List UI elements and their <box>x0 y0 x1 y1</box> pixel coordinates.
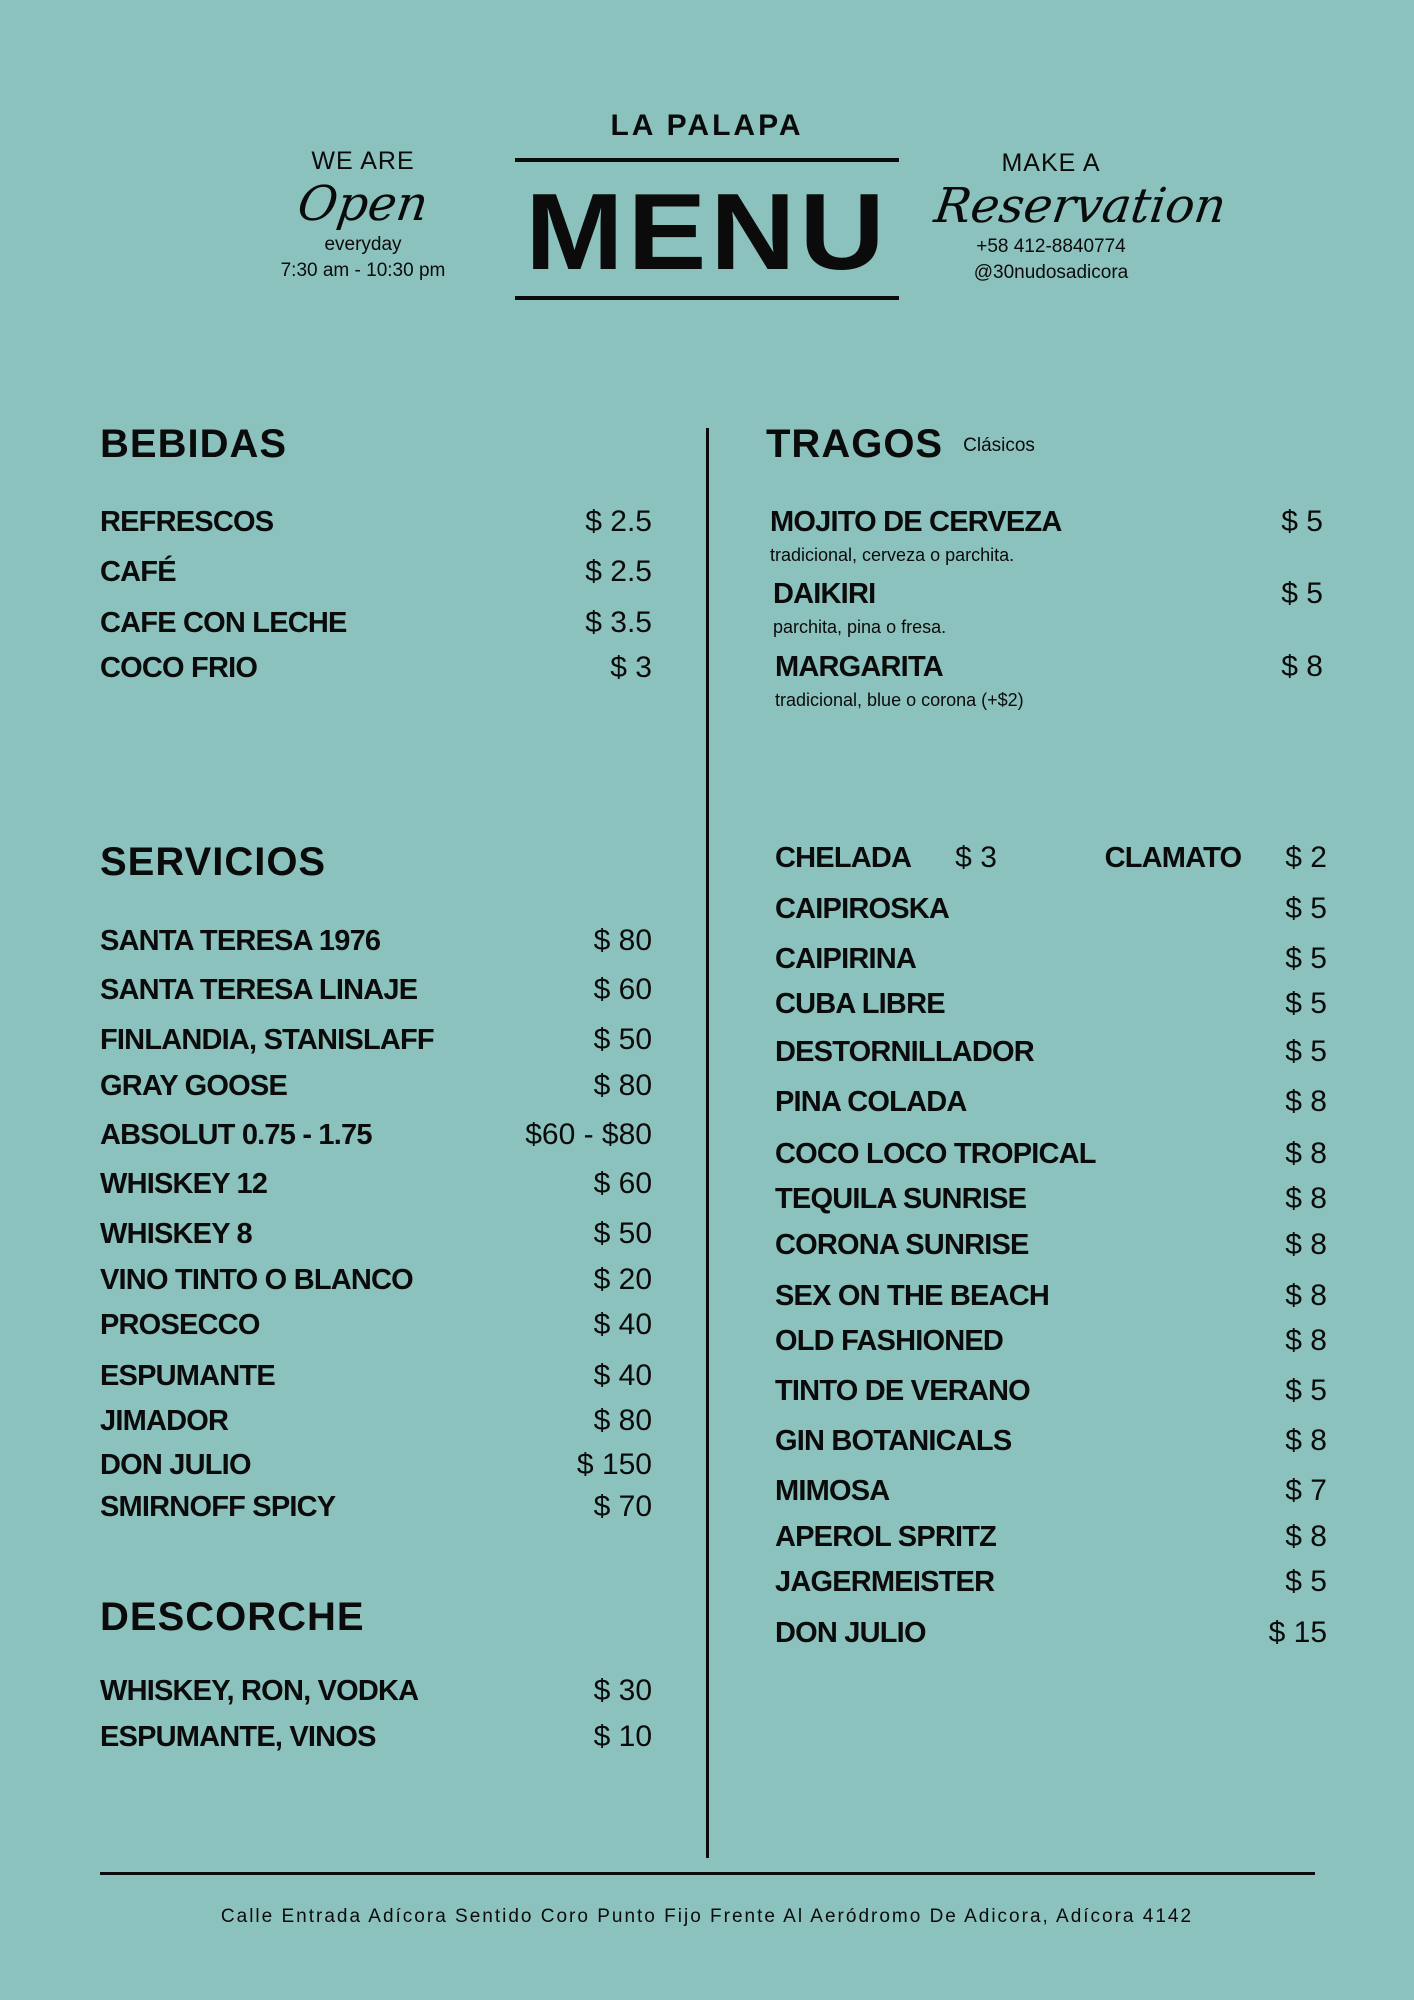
item-name: SEX ON THE BEACH <box>775 1280 1050 1312</box>
menu-title: MENU <box>525 171 889 293</box>
pair-row <box>775 841 1327 875</box>
menu-item <box>100 1167 652 1201</box>
item-price: $ 5 <box>1281 505 1323 538</box>
item-price: $ 40 <box>593 1308 652 1341</box>
social-handle[interactable]: @30nudosadicora <box>973 262 1129 283</box>
menu-item <box>100 924 652 958</box>
menu-item <box>775 1474 1327 1508</box>
item-price: $ 60 <box>593 973 652 1006</box>
menu-item <box>100 1720 652 1754</box>
menu-item <box>775 1085 1327 1119</box>
item-price: $ 2.5 <box>585 555 652 588</box>
item-name: OLD FASHIONED <box>775 1325 1004 1357</box>
item-name: DON JULIO <box>775 1617 926 1649</box>
menu-item <box>100 1263 652 1297</box>
menu-item <box>775 987 1327 1021</box>
menu-item <box>100 1448 652 1482</box>
restaurant-name: LA PALAPA <box>610 109 804 142</box>
menu-item <box>100 1118 652 1152</box>
item-price: $ 30 <box>593 1674 652 1707</box>
item-price: $ 50 <box>593 1217 652 1250</box>
item-name: PINA COLADA <box>775 1086 967 1118</box>
item-price: $ 3.5 <box>585 606 652 639</box>
item-price: $ 50 <box>593 1023 652 1056</box>
item-name: CAIPIRINA <box>775 943 917 975</box>
menu-item <box>775 892 1327 926</box>
menu-item <box>775 1616 1327 1650</box>
hours-block <box>263 146 463 284</box>
menu-item <box>100 1674 652 1708</box>
item-name: WHISKEY 12 <box>100 1168 268 1200</box>
column-divider <box>706 428 709 1858</box>
item-price: $ 80 <box>593 1404 652 1437</box>
item-price: $ 15 <box>1268 1616 1327 1649</box>
bebidas-title: BEBIDAS <box>100 422 288 466</box>
item-name: ABSOLUT 0.75 - 1.75 <box>100 1119 372 1151</box>
tragos-title-text: TRAGOS <box>766 422 944 466</box>
item-name: GRAY GOOSE <box>100 1070 288 1102</box>
item-name: CLAMATO <box>1104 842 1242 874</box>
item-name: CUBA LIBRE <box>775 988 945 1020</box>
item-name: REFRESCOS <box>100 506 274 538</box>
item-name: MIMOSA <box>775 1475 890 1507</box>
servicios-title: SERVICIOS <box>100 840 327 884</box>
item-name: JIMADOR <box>100 1405 229 1437</box>
menu-item <box>100 606 652 640</box>
menu-item <box>100 505 652 539</box>
item-price: $ 8 <box>1281 650 1323 683</box>
item-name: SANTA TERESA LINAJE <box>100 974 418 1006</box>
item-name: CAFE CON LECHE <box>100 607 347 639</box>
item-name: COCO FRIO <box>100 652 258 684</box>
item-price: $ 8 <box>1285 1228 1327 1261</box>
menu-item <box>100 1359 652 1393</box>
menu-item <box>100 1490 652 1524</box>
tragos-subtitle: Clásicos <box>963 435 1035 457</box>
item-name: FINLANDIA, STANISLAFF <box>100 1024 434 1056</box>
item-price: $ 5 <box>1285 892 1327 925</box>
menu-title-block <box>515 108 899 300</box>
item-name: ESPUMANTE, VINOS <box>100 1721 376 1753</box>
item-price: $ 2.5 <box>585 505 652 538</box>
phone-number[interactable]: +58 412-8840774 <box>976 236 1126 257</box>
item-name: CAFÉ <box>100 556 176 588</box>
menu-item <box>100 555 652 589</box>
item-price: $ 5 <box>1285 1565 1327 1598</box>
title-rule-bottom <box>515 296 899 300</box>
reservation-script: Reservation <box>931 178 1230 234</box>
item-description: tradicional, blue o corona (+$2) <box>775 690 1024 710</box>
item-price: $ 8 <box>1285 1137 1327 1170</box>
menu-item <box>775 942 1327 976</box>
item-name: WHISKEY 8 <box>100 1218 252 1250</box>
item-price: $ 5 <box>1285 987 1327 1020</box>
descorche-title: DESCORCHE <box>100 1595 365 1639</box>
menu-item <box>775 1565 1327 1599</box>
we-are-label: WE ARE <box>311 147 415 175</box>
item-price: $ 8 <box>1285 1520 1327 1553</box>
menu-item <box>100 1217 652 1251</box>
item-price: $ 60 <box>593 1167 652 1200</box>
item-price: $60 - $80 <box>525 1118 652 1151</box>
menu-item <box>775 1137 1327 1171</box>
item-price: $ 40 <box>593 1359 652 1392</box>
item-description: parchita, pina o fresa. <box>773 617 947 637</box>
item-price: $ 5 <box>1285 942 1327 975</box>
item-name: MOJITO DE CERVEZA <box>770 506 1062 538</box>
menu-item <box>100 1069 652 1103</box>
item-name: SMIRNOFF SPICY <box>100 1491 336 1523</box>
item-price: $ 8 <box>1285 1424 1327 1457</box>
item-price: $ 80 <box>593 924 652 957</box>
menu-item <box>100 651 652 685</box>
menu-item <box>775 1324 1327 1358</box>
menu-item <box>775 1374 1327 1408</box>
item-price: $ 8 <box>1285 1182 1327 1215</box>
menu-item <box>775 1035 1327 1069</box>
hours-time: 7:30 am - 10:30 pm <box>280 260 446 281</box>
item-name: DESTORNILLADOR <box>775 1036 1034 1068</box>
menu-item <box>770 505 1323 539</box>
item-name: GIN BOTANICALS <box>775 1425 1012 1457</box>
menu-item <box>775 1424 1327 1458</box>
item-price: $ 2 <box>1285 841 1327 874</box>
address: Calle Entrada Adícora Sentido Coro Punto Fijo Frente Al Aeródromo De Adicora, Adícora 4142 <box>220 1906 1194 1927</box>
item-price: $ 70 <box>593 1490 652 1523</box>
item-name: SANTA TERESA 1976 <box>100 925 381 957</box>
item-name: DON JULIO <box>100 1449 251 1481</box>
menu-item <box>100 1308 652 1342</box>
make-a-label: MAKE A <box>1001 149 1101 177</box>
item-price: $ 8 <box>1285 1279 1327 1312</box>
item-name: JAGERMEISTER <box>775 1566 995 1598</box>
item-price: $ 8 <box>1285 1324 1327 1357</box>
item-name: CAIPIROSKA <box>775 893 950 925</box>
menu-item <box>775 1228 1327 1262</box>
item-price: $ 10 <box>593 1720 652 1753</box>
reservation-block <box>931 148 1230 286</box>
hours-days: everyday <box>324 234 402 255</box>
item-price: $ 5 <box>1281 577 1323 610</box>
menu-item <box>775 1520 1327 1554</box>
item-price: $ 150 <box>576 1448 652 1481</box>
item-price: $ 7 <box>1285 1474 1327 1507</box>
item-name: CHELADA <box>775 842 912 874</box>
item-name: TINTO DE VERANO <box>775 1375 1030 1407</box>
footer-rule <box>100 1872 1315 1875</box>
menu-item <box>100 1404 652 1438</box>
item-name: VINO TINTO O BLANCO <box>100 1264 413 1296</box>
item-name: CORONA SUNRISE <box>775 1229 1029 1261</box>
item-description: tradicional, cerveza o parchita. <box>770 545 1015 565</box>
item-name: APEROL SPRITZ <box>775 1521 997 1553</box>
open-script: Open <box>294 176 432 232</box>
item-price: $ 3 <box>610 651 652 684</box>
item-name: PROSECCO <box>100 1309 260 1341</box>
item-price: $ 5 <box>1285 1374 1327 1407</box>
menu-item <box>775 650 1323 684</box>
tragos-title <box>766 422 1035 467</box>
item-name: ESPUMANTE <box>100 1360 275 1392</box>
item-price: $ 5 <box>1285 1035 1327 1068</box>
menu-item <box>775 1182 1327 1216</box>
item-name: TEQUILA SUNRISE <box>775 1183 1027 1215</box>
menu-item <box>775 1279 1327 1313</box>
menu-item <box>100 973 652 1007</box>
item-price: $ 80 <box>593 1069 652 1102</box>
item-name: MARGARITA <box>775 651 943 683</box>
item-name: WHISKEY, RON, VODKA <box>100 1675 419 1707</box>
item-name: COCO LOCO TROPICAL <box>775 1138 1096 1170</box>
title-rule-top <box>515 158 899 162</box>
menu-item <box>773 577 1323 611</box>
item-price: $ 8 <box>1285 1085 1327 1118</box>
menu-item <box>100 1023 652 1057</box>
item-price: $ 20 <box>593 1263 652 1296</box>
item-price: $ 3 <box>955 841 997 874</box>
item-name: DAIKIRI <box>773 578 876 610</box>
